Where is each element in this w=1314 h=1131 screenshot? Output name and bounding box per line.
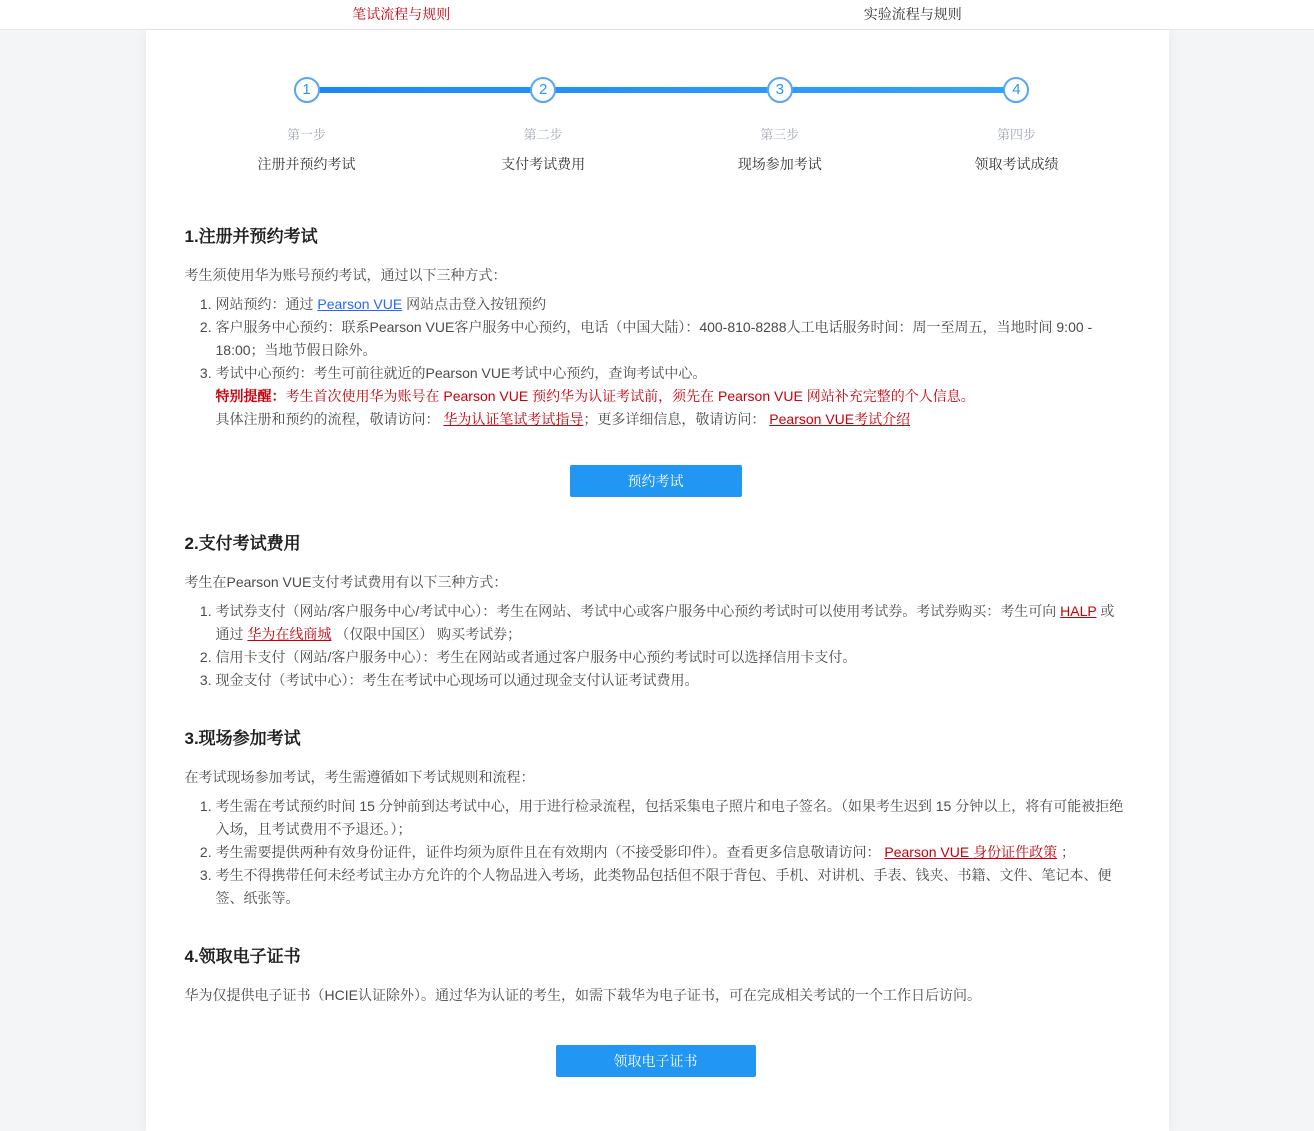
get-certificate-button[interactable]: 领取电子证书 bbox=[556, 1045, 756, 1077]
text-segment: 考生需在考试预约时间 15 分钟前到达考试中心，用于进行检录流程，包括采集电子照片和电子签名。（如果考生迟到 15 分钟以上，将有可能被拒绝入场，且考试费用不予退还。）； bbox=[215, 798, 1124, 837]
list-item bbox=[216, 293, 1127, 316]
tab-lab-exam-process[interactable]: 实验流程与规则 bbox=[863, 6, 962, 22]
section-heading: 2.支付考试费用 bbox=[184, 534, 301, 553]
page-content bbox=[146, 222, 1169, 1077]
text-segment: （仅限中国区） 购买考试券； bbox=[331, 626, 522, 642]
step-2-desc: 支付考试费用 bbox=[501, 156, 586, 172]
text-segment: ；更多详细信息，敬请访问： bbox=[583, 411, 770, 427]
inline-link[interactable]: 华为在线商城 bbox=[247, 626, 332, 642]
step-4-desc: 领取考试成绩 bbox=[974, 156, 1059, 172]
list-item bbox=[216, 669, 1127, 692]
text-segment: 信用卡支付（网站/客户服务中心）：考生在网站或者通过客户服务中心预约考试时可以选择信用卡支付。 bbox=[215, 649, 857, 665]
step-3-circle: 3 bbox=[767, 77, 793, 103]
text-segment: 现金支付（考试中心）：考生在考试中心现场可以通过现金支付认证考试费用。 bbox=[215, 672, 699, 688]
tab-written-exam-process[interactable]: 笔试流程与规则 bbox=[352, 6, 451, 22]
section-register-and-book bbox=[185, 222, 1127, 497]
step-1-desc: 注册并预约考试 bbox=[257, 156, 356, 172]
stepper-step-4 bbox=[951, 77, 1081, 174]
step-4-label: 第四步 bbox=[996, 127, 1036, 142]
section-intro: 华为仅提供电子证书（HCIE认证除外）。通过华为认证的考生，如需下载华为电子证书，可在完成相关考试的一个工作日后访问。 bbox=[184, 987, 981, 1003]
inline-link[interactable]: HALP bbox=[1060, 603, 1097, 619]
list-item bbox=[216, 362, 1127, 385]
step-4-circle: 4 bbox=[1003, 77, 1029, 103]
exam-rules-list bbox=[185, 795, 1127, 910]
text-segment: 网站点击登入按钮预约 bbox=[402, 296, 547, 312]
step-1-label: 第一步 bbox=[286, 127, 326, 142]
exam-steps-stepper bbox=[242, 30, 1082, 174]
list-item bbox=[216, 841, 1127, 864]
top-tab-bar bbox=[0, 0, 1314, 30]
section-get-certificate bbox=[185, 942, 1127, 1077]
tab-bar-inner bbox=[146, 0, 1169, 29]
list-item bbox=[216, 316, 1127, 362]
text-segment: 特别提醒： bbox=[215, 388, 286, 404]
section-attend-exam bbox=[185, 724, 1127, 910]
inline-link[interactable]: Pearson VUE 身份证件政策 bbox=[884, 844, 1058, 860]
text-segment: 客户服务中心预约：联系Pearson VUE客户服务中心预约，电话（中国大陆）：400-810-8288人工电话服务时间：周一至周五，当地时间 9:00 - 18:00；当地节假日除外。 bbox=[215, 319, 1093, 358]
section-heading: 3.现场参加考试 bbox=[184, 729, 301, 748]
step-3-label: 第三步 bbox=[760, 127, 800, 142]
special-reminder-note bbox=[216, 385, 1127, 408]
text-segment: ； bbox=[1057, 844, 1075, 860]
text-segment: 考生首次使用华为账号在 Pearson VUE 预约华为认证考试前，须先在 Pearson VUE 网站补充完整的个人信息。 bbox=[285, 388, 975, 404]
section-heading: 4.领取电子证书 bbox=[184, 947, 301, 966]
text-segment: 考试券支付（网站/客户服务中心/考试中心）：考生在网站、考试中心或客户服务中心预约考试时可以使用考试券。考试券购买：考生可向 bbox=[215, 603, 1061, 619]
text-segment: 或通过 bbox=[215, 603, 1115, 642]
stepper-step-3 bbox=[715, 77, 845, 174]
text-segment: 考生不得携带任何未经考试主办方允许的个人物品进入考场，此类物品包括但不限于背包、手机、对讲机、手表、钱夹、书籍、文件、笔记本、便签、纸张等。 bbox=[215, 867, 1112, 906]
stepper-step-1 bbox=[242, 77, 372, 174]
step-3-desc: 现场参加考试 bbox=[737, 156, 822, 172]
step-2-circle: 2 bbox=[530, 77, 556, 103]
section-intro: 在考试现场参加考试，考生需遵循如下考试规则和流程： bbox=[184, 769, 535, 785]
text-segment: 考试中心预约：考生可前往就近的Pearson VUE考试中心预约，查询考试中心。 bbox=[215, 365, 707, 381]
section-heading: 1.注册并预约考试 bbox=[184, 227, 318, 246]
step-1-circle: 1 bbox=[294, 77, 320, 103]
step-2-label: 第二步 bbox=[523, 127, 563, 142]
list-item bbox=[216, 795, 1127, 841]
text-segment: 考生需要提供两种有效身份证件，证件均须为原件且在有效期内（不接受影印件）。查看更多信息敬请访问： bbox=[215, 844, 885, 860]
text-segment: 网站预约：通过 bbox=[215, 296, 318, 312]
section-intro: 考生须使用华为账号预约考试，通过以下三种方式： bbox=[184, 267, 507, 283]
content-card bbox=[146, 30, 1169, 1131]
inline-link[interactable]: Pearson VUE bbox=[317, 296, 403, 312]
more-info-note bbox=[216, 408, 1127, 431]
inline-link[interactable]: Pearson VUE考试介绍 bbox=[769, 411, 911, 427]
payment-methods-list bbox=[185, 600, 1127, 692]
section-intro: 考生在Pearson VUE支付考试费用有以下三种方式： bbox=[184, 574, 508, 590]
list-item bbox=[216, 646, 1127, 669]
stepper-connector-line bbox=[307, 87, 1017, 93]
stepper-step-2 bbox=[478, 77, 608, 174]
booking-methods-list bbox=[185, 293, 1127, 385]
list-item bbox=[216, 864, 1127, 910]
book-exam-button[interactable]: 预约考试 bbox=[570, 465, 742, 497]
inline-link[interactable]: 华为认证笔试考试指导 bbox=[443, 411, 584, 427]
section-pay-exam-fee bbox=[185, 529, 1127, 692]
text-segment: 具体注册和预约的流程，敬请访问： bbox=[215, 411, 444, 427]
list-item bbox=[216, 600, 1127, 646]
